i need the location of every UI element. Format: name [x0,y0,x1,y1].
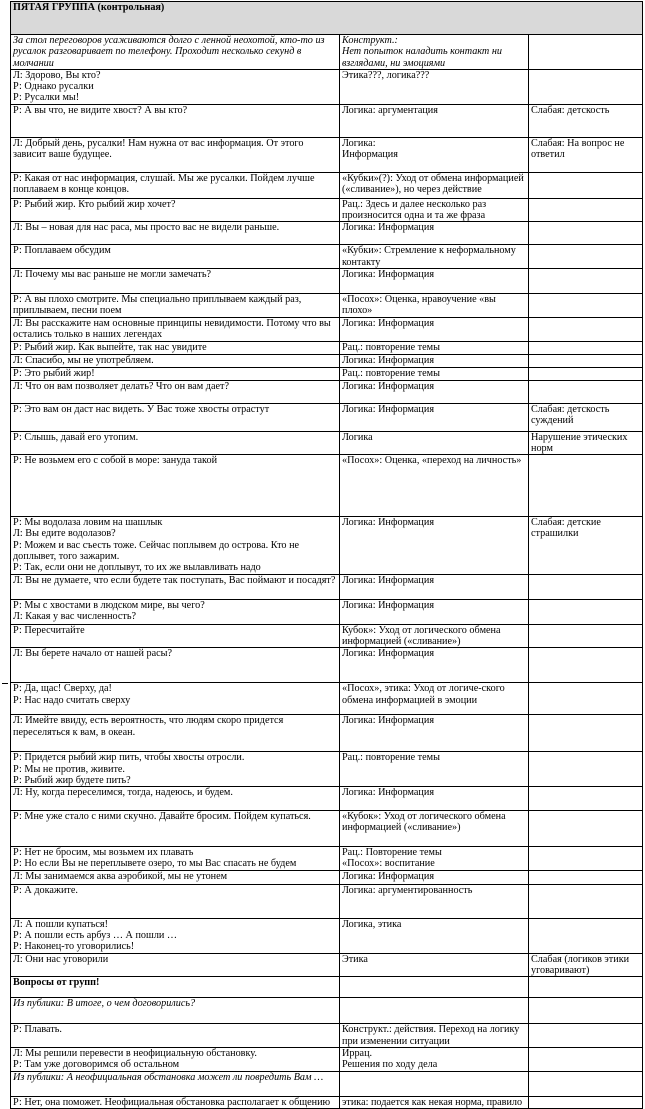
utterance-cell: За стол переговоров усаживаются долго с ленной неохотой, кто-то из русалок разговаривает по телефону. Проходит несколько секунд в молчании [11,35,340,70]
analysis-cell: Кубок»: Уход от логического обмена информацией («сливание») [340,624,529,648]
table-title: ПЯТАЯ ГРУППА (контрольная) [11,2,643,35]
weakness-cell [529,574,643,599]
table-row [11,574,643,599]
utterance-cell: Л: Почему мы вас раньше не могли замечать? [11,268,340,293]
weakness-cell [529,367,643,380]
utterance-cell: Л: Спасибо, мы не употребляем. [11,354,340,367]
weakness-cell: Слабая: детскость [529,104,643,137]
utterance-cell: Р: Придется рыбий жир пить, чтобы хвосты отросли. Р: Мы не против, живите. Р: Рыбий жир будете пить? [11,752,340,787]
utterance-cell: Р: Мы водолаза ловим на шашлык Л: Вы едите водолазов? Р: Можем и вас съесть тоже. Сейчас поплывем до острова. Кто не доплывет, того зажарим. Р: Так, если они не доплывут, то их же вылавливать надо [11,517,340,574]
utterance-cell: Л: Вы – новая для нас раса, мы просто вас не видели раньше. [11,222,340,245]
table-row [11,599,643,624]
analysis-cell: Логика: Информация [340,380,529,403]
utterance-cell: Л: Вы расскажите нам основные принципы невидимости. Потому что вы остались только в наших легендах [11,317,340,341]
analysis-cell: «Посох»: Оценка, нравоучение «вы плохо» [340,293,529,317]
table-row [11,367,643,380]
utterance-cell: Р: Это вам он даст нас видеть. У Вас тоже хвосты отрастут [11,403,340,431]
analysis-cell: Логика: Информация [340,222,529,245]
table-row [11,268,643,293]
weakness-cell [529,977,643,998]
weakness-cell [529,293,643,317]
utterance-cell: Л: Здорово, Вы кто? Р: Однако русалки Р: Русалки мы! [11,69,340,104]
analysis-cell [340,1071,529,1096]
utterance-cell: Р: Нет, она поможет. Неофициальная обстановка располагает к общению [11,1096,340,1108]
weakness-cell [529,69,643,104]
analysis-cell: «Посох»: Оценка, «переход на личность» [340,455,529,517]
utterance-cell: Р: Пересчитайте [11,624,340,648]
utterance-cell: Р: Не возьмем его с собой в море: зануда такой [11,455,340,517]
utterance-cell: Л: Вы берете начало от нашей расы? [11,648,340,683]
utterance-cell: Р: Мы с хвостами в людском мире, вы чего? Л: Какая у вас численность? [11,599,340,624]
weakness-cell [529,268,643,293]
utterance-cell: Р: Плавать. [11,1024,340,1048]
analysis-cell: Логика [340,431,529,455]
weakness-cell: Слабая: детские страшилки [529,517,643,574]
table-row [11,884,643,918]
analysis-cell: Рац.: Здесь и далее несколько раз произносится одна и та же фраза [340,198,529,222]
table-row [11,1096,643,1108]
analysis-cell: Логика: Информация [340,599,529,624]
weakness-cell [529,198,643,222]
analysis-cell [340,977,529,998]
table-title-row [11,2,643,35]
analysis-cell: Логика: Информация [340,403,529,431]
table-row [11,137,643,172]
analysis-cell: Логика, этика [340,918,529,953]
utterance-cell: Л: Что он вам позволяет делать? Что он вам дает? [11,380,340,403]
utterance-cell: Л: Добрый день, русалки! Нам нужна от вас информация. От этого зависит ваше будущее. [11,137,340,172]
analysis-cell: Логика: Информация [340,574,529,599]
analysis-cell: Логика: Информация [340,137,529,172]
weakness-cell [529,1071,643,1096]
analysis-cell: Конструкт.: Нет попыток наладить контакт ни взглядами, ни эмоциями [340,35,529,70]
weakness-cell [529,354,643,367]
weakness-cell: Нарушение этических норм [529,431,643,455]
table-row [11,104,643,137]
weakness-cell [529,683,643,715]
weakness-cell [529,648,643,683]
analysis-cell: «Кубки»(?): Уход от обмена информацией («сливание»), но через действие [340,172,529,198]
weakness-cell: Слабая: детскость суждений [529,403,643,431]
weakness-cell [529,599,643,624]
weakness-cell [529,787,643,811]
weakness-cell [529,998,643,1024]
table-row [11,683,643,715]
weakness-cell [529,317,643,341]
analysis-cell: Рац.: повторение темы [340,367,529,380]
utterance-cell: Р: А вы плохо смотрите. Мы специально приплываем каждый раз, приплываем, песни поем [11,293,340,317]
margin-mark [2,683,8,684]
weakness-cell [529,811,643,847]
table-row [11,380,643,403]
weakness-cell [529,624,643,648]
weakness-cell [529,245,643,269]
analysis-cell: Логика: Информация [340,870,529,884]
table-row [11,811,643,847]
table-row [11,69,643,104]
weakness-cell [529,341,643,354]
weakness-cell [529,1024,643,1048]
utterance-cell: Р: Рыбий жир. Кто рыбий жир хочет? [11,198,340,222]
weakness-cell [529,455,643,517]
utterance-cell: Р: Какая от нас информация, слушай. Мы же русалки. Пойдем лучше поплаваем в конце концов. [11,172,340,198]
weakness-cell [529,884,643,918]
weakness-cell: Слабая (логиков этики уговаривают) [529,953,643,977]
table-row [11,198,643,222]
table-row [11,752,643,787]
analysis-cell: Логика: Информация [340,317,529,341]
table-row [11,918,643,953]
table-row [11,455,643,517]
utterance-cell: Л: Вы не думаете, что если будете так поступать, Вас поймают и посадят? [11,574,340,599]
analysis-cell: Этика [340,953,529,977]
weakness-cell [529,35,643,70]
table-row [11,293,643,317]
table-row [11,245,643,269]
analysis-cell: Рац.: повторение темы [340,752,529,787]
utterance-cell: Р: А вы что, не видите хвост? А вы кто? [11,104,340,137]
analysis-cell: Иррац. Решения по ходу дела [340,1047,529,1071]
table-row [11,222,643,245]
weakness-cell [529,172,643,198]
analysis-cell: Логика: Информация [340,354,529,367]
analysis-cell: Этика???, логика??? [340,69,529,104]
utterance-cell: Из публики: А неофициальная обстановка может ли повредить Вам … [11,1071,340,1096]
utterance-cell: Из публики: В итоге, о чем договорились? [11,998,340,1024]
table-row [11,847,643,871]
weakness-cell [529,847,643,871]
table-row [11,317,643,341]
utterance-cell: Л: Имейте ввиду, есть вероятность, что людям скоро придется переселяться к вам, в океан. [11,715,340,752]
weakness-cell [529,918,643,953]
table-row [11,953,643,977]
analysis-cell: «Кубки»: Стремление к неформальному контакту [340,245,529,269]
table-row [11,977,643,998]
analysis-cell: Логика: Информация [340,517,529,574]
table-row [11,341,643,354]
analysis-cell: «Посох», этика: Уход от логиче-ского обмена информацией в эмоции [340,683,529,715]
utterance-cell: Р: Поплаваем обсудим [11,245,340,269]
weakness-cell [529,1096,643,1108]
utterance-cell: Л: Мы решили перевести в неофициальную обстановку. Р: Там уже договоримся об остальном [11,1047,340,1071]
weakness-cell [529,870,643,884]
analysis-cell: Рац.: повторение темы [340,341,529,354]
table-row [11,403,643,431]
analysis-cell: Логика: Информация [340,787,529,811]
table-row [11,624,643,648]
table-row [11,1024,643,1048]
weakness-cell [529,380,643,403]
table-row [11,715,643,752]
analysis-cell: Логика: аргументация [340,104,529,137]
utterance-cell: Л: Ну, когда переселимся, тогда, надеюсь, и будем. [11,787,340,811]
table-row [11,1071,643,1096]
utterance-cell: Р: Рыбий жир. Как выпейте, так нас увидите [11,341,340,354]
table-row [11,35,643,70]
table-row [11,431,643,455]
table-row [11,354,643,367]
analysis-cell: Логика: Информация [340,715,529,752]
table-row [11,787,643,811]
table-row [11,998,643,1024]
utterance-cell: Л: А пошли купаться! Р: А пошли есть арбуз … А пошли … Р: Наконец-то уговорились! [11,918,340,953]
table-row [11,1047,643,1071]
weakness-cell [529,715,643,752]
table-row [11,517,643,574]
utterance-cell: Л: Они нас уговорили [11,953,340,977]
weakness-cell [529,1047,643,1071]
weakness-cell [529,222,643,245]
analysis-cell: этика: подается как некая норма, правило [340,1096,529,1108]
utterance-cell: Л: Мы занимаемся аква аэробикой, мы не утонем [11,870,340,884]
weakness-cell: Слабая: На вопрос не ответил [529,137,643,172]
utterance-cell: Р: Это рыбий жир! [11,367,340,380]
analysis-cell: Логика: аргументированность [340,884,529,918]
table-row [11,648,643,683]
analysis-cell: Рац.: Повторение темы «Посох»: воспитание [340,847,529,871]
weakness-cell [529,752,643,787]
analysis-cell: Логика: Информация [340,648,529,683]
utterance-cell: Р: Да, щас! Сверху, да! Р: Нас надо считать сверху [11,683,340,715]
analysis-cell: «Кубок»: Уход от логического обмена информацией («сливание») [340,811,529,847]
analysis-cell [340,998,529,1024]
utterance-cell: Р: А докажите. [11,884,340,918]
table-row [11,172,643,198]
utterance-cell: Р: Слышь, давай его утопим. [11,431,340,455]
utterance-cell: Р: Нет не бросим, мы возьмем их плавать Р: Но если Вы не переплывете озеро, то мы Вас спасать не будем [11,847,340,871]
analysis-cell: Логика: Информация [340,268,529,293]
analysis-cell: Конструкт.: действия. Переход на логику при изменении ситуации [340,1024,529,1048]
utterance-cell: Р: Мне уже стало с ними скучно. Давайте бросим. Пойдем купаться. [11,811,340,847]
utterance-cell: Вопросы от групп! [11,977,340,998]
table-row [11,870,643,884]
analysis-table [10,1,643,1109]
